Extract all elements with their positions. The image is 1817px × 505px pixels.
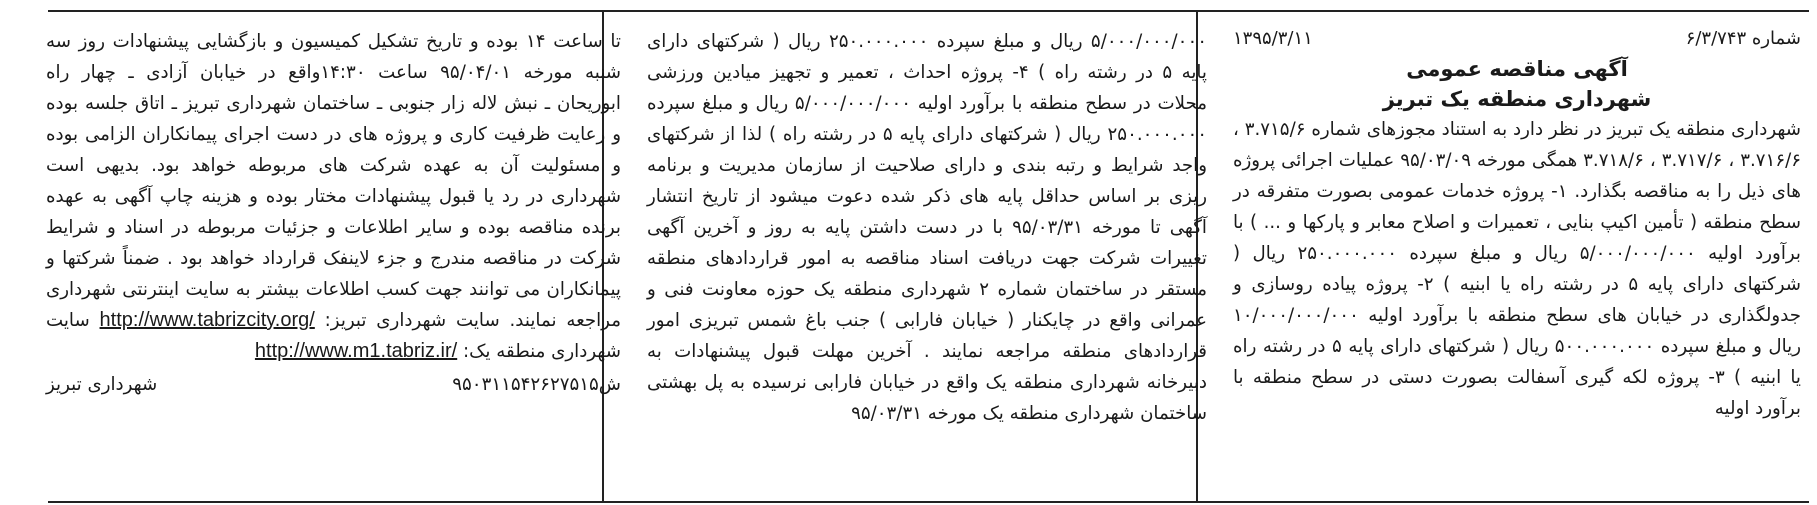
signature: شهرداری تبریز xyxy=(46,374,158,395)
reference-number: ش۹۵۰۳۱۱۵۴۲۶۲۷۵۱۵ xyxy=(452,374,621,395)
notice-number: شماره ۶/۳/۷۴۳ xyxy=(1685,28,1801,49)
bottom-rule xyxy=(48,501,1809,503)
column-right xyxy=(1233,26,1801,424)
top-rule xyxy=(48,10,1809,12)
notice-title: آگهی مناقصه عمومی xyxy=(1406,57,1628,81)
tabrizcity-link[interactable]: http://www.tabrizcity.org/ xyxy=(99,309,315,331)
column-left xyxy=(46,26,621,400)
column-left-body xyxy=(46,26,621,367)
column-right-body: شهرداری منطقه یک تبریز در نظر دارد به استناد مجوزهای شماره ۳.۷۱۵/۶ ، ۳.۷۱۶/۶ ، ۳.۷۱۷/۶ ، ۳.۷۱۸/۶ همگی مورخه ۹۵/۰۳/۰۹ عملیات اجرائی پروژه های ذیل را به مناقصه بگذارد. ۱- پروژه خدمات عمومی بصورت متفرقه در سطح منطقه ( تأمین اکیپ بنایی ، تعمیرات و اصلاح معابر و پارکها و ... ) با برآورد اولیه ۵/۰۰۰/۰۰۰/۰۰۰ ریال و مبلغ سپرده ۲۵۰.۰۰۰.۰۰۰ ریال ( شرکتهای دارای پایه ۵ در رشته راه یا ابنیه ) ۲- پروژه پیاده روسازی و جدولگذاری در خیابان های سطح منطقه با برآورد اولیه ۱۰/۰۰۰/۰۰۰/۰۰۰ ریال و مبلغ سپرده ۵۰۰.۰۰۰.۰۰۰ ریال ( شرکتهای دارای پایه ۵ در رشته راه یا ابنیه ) ۳- پروژه لکه گیری آسفالت بصورت دستی در سطح منطقه با برآورد اولیه xyxy=(1233,119,1802,419)
header-row xyxy=(1233,26,1801,54)
column-middle xyxy=(647,26,1207,429)
signature-row xyxy=(46,369,621,400)
m1-tabriz-link[interactable]: http://www.m1.tabriz.ir/ xyxy=(254,340,458,362)
column-left-text: تا ساعت ۱۴ بوده و تاریخ تشکیل کمیسیون و بازگشایی پیشنهادات روز سه شنبه مورخه ۹۵/۰۴/۰۱ ساعت ۱۴:۳۰واقع در خیابان آزادی ـ چهار راه ابوریحان ـ نبش لاله زار جنوبی ـ ساختمان شهرداری تبریز ـ اتاق جلسه بوده و رعایت ظرفیت کاری و پروژه های در دست اجرای پیمانکاران الزامی بوده و مسئولیت آن به عهده شرکت های مربوطه خواهد بود. بدیهی است شهرداری در رد یا قبول پیشنهادات مختار بوده و هزینه چاپ آگهی به عهده برنده مناقصه بوده و سایر اطلاعات و جزئیات مربوطه در اسناد و شرایط شرکت در مناقصه مندرج و جزء لاینفک قرارداد خواهد بود . ضمناً شرکتها و پیمانکاران می توانند جهت کسب اطلاعات بیشتر به سایت اینترنتی شهرداری مراجعه نمایند. سایت xyxy=(46,31,621,331)
site1-prefix: شهرداری تبریز: xyxy=(324,310,447,331)
site2-prefix: منطقه یک: xyxy=(463,341,546,362)
notice-date: ۱۳۹۵/۳/۱۱ xyxy=(1233,28,1313,49)
site1-suffix: سایت شهرداری xyxy=(46,310,621,362)
notice-subtitle: شهرداری منطقه یک تبریز xyxy=(1382,87,1652,111)
column-middle-body: ۵/۰۰۰/۰۰۰/۰۰۰ ریال و مبلغ سپرده ۲۵۰.۰۰۰.۰۰۰ ریال ( شرکتهای دارای پایه ۵ در رشته راه ) ۴- پروژه احداث ، تعمیر و تجهیز میادین ورزشی محلات در سطح منطقه با برآورد اولیه ۵/۰۰۰/۰۰۰/۰۰۰ ریال و مبلغ سپرده ۲۵۰.۰۰۰.۰۰۰ ریال ( شرکتهای دارای پایه ۵ در رشته راه ) لذا از شرکتهای واجد شرایط و رتبه بندی و دارای صلاحیت از سازمان مدیریت و برنامه ریزی بر اساس حداقل پایه های ذکر شده دعوت میشود از تاریخ انتشار آگهی تا مورخه ۹۵/۰۳/۳۱ با در دست داشتن پایه به روز و آخرین آگهی تغییرات شرکت جهت دریافت اسناد مناقصه به امور قراردادهای منطقه مستقر در ساختمان شماره ۲ شهرداری منطقه یک حوزه معاونت فنی و عمرانی واقع در چایکنار ( خیابان فارابی ) جنب باغ شمس تبریزی امور قراردادهای منطقه مراجعه نمایند . آخرین مهلت قبول پیشنهادات به دبیرخانه شهرداری منطقه یک واقع در خیابان فارابی نرسیده به پل بهشتی ساختمان شهرداری منطقه یک مورخه ۹۵/۰۳/۳۱ xyxy=(647,31,1208,424)
